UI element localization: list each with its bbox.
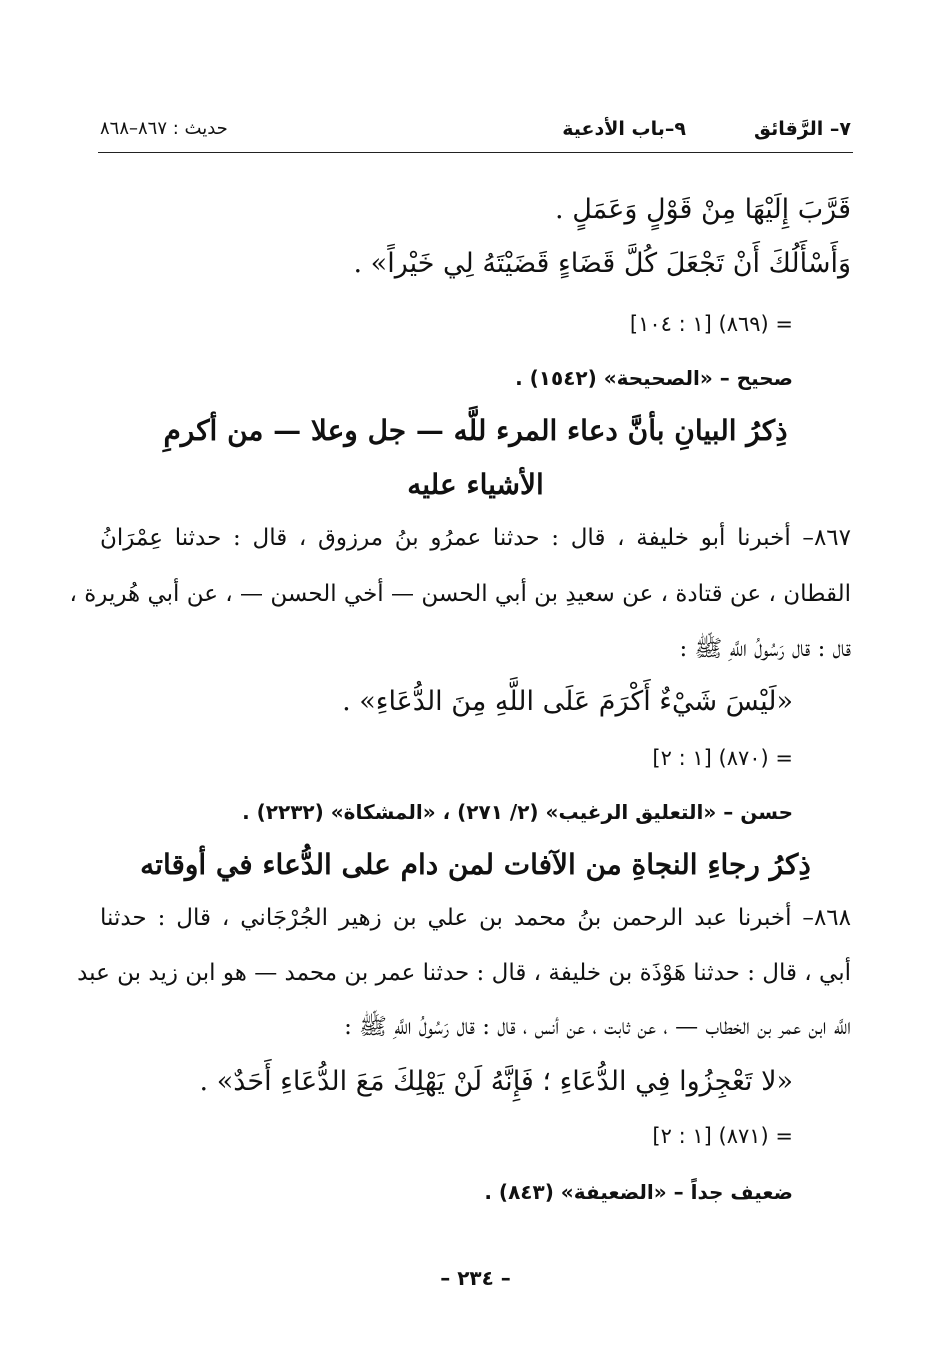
section-heading: ذِكرُ رجاءِ النجاةِ من الآفات لمن دام على الدُّعاء في أوقاته	[140, 848, 811, 881]
grading-line: صحيح – «الصحيحة» (١٥٤٢) .	[515, 366, 793, 390]
isnad-line: القطان ، عن قتادة ، عن سعيدِ بن أبي الحسن — أخي الحسن — ، عن أبي هُريرة ،	[69, 581, 851, 607]
isnad-line: أبي ، قال : حدثنا هَوْذَة بن خليفة ، قال : حدثنا عمر بن محمد — هو ابن زيد بن عبد	[77, 960, 851, 986]
grading-line: ضعيف جداً – «الضعيفة» (٨٤٣) .	[484, 1180, 793, 1204]
reference-line: = (٨٧٠) [١ : ٢]	[652, 746, 793, 770]
isnad-line: ٨٦٨– أخبرنا عبد الرحمن بنُ محمد بن علي بن زهير الجُرْجَاني ، قال : حدثنا	[100, 905, 851, 931]
header-book-section: ٧– الرَّقائق	[753, 118, 851, 140]
grading-line: حسن – «التعليق الرغيب» (٢/ ٢٧١) ، «المشكاة» (٢٢٣٢) .	[242, 800, 793, 824]
isnad-line: اللَّه ابن عمر بن الخطاب — ، عن ثابت ، عن أنس ، قال : قال رَسُولُ اللَّهِ ﷺ :	[344, 1014, 851, 1040]
matn-line: وَأَسْأَلُكَ أَنْ تَجْعَلَ كُلَّ قَضَاءٍ قَضَيْتَهُ لِي خَيْراً» .	[353, 248, 851, 279]
header-chapter: ٩–باب الأدعية	[562, 118, 686, 140]
section-heading: ذِكرُ البيانِ بأنَّ دعاء المرء للَّه — جل وعلا — من أكرمِ	[163, 414, 788, 447]
page-number: – ٢٣٤ –	[440, 1266, 511, 1290]
header-rule	[98, 152, 853, 153]
matn-line: قَرَّبَ إِلَيْهَا مِنْ قَوْلٍ وَعَمَلٍ .	[555, 194, 851, 225]
reference-line: = (٨٧١) [١ : ٢]	[652, 1124, 793, 1148]
reference-line: = (٨٦٩) [١ : ١٠٤]	[629, 312, 793, 336]
isnad-line: ٨٦٧– أخبرنا أبو خليفة ، قال : حدثنا عمرُو بنُ مرزوق ، قال : حدثنا عِمْرَانُ	[100, 525, 851, 551]
section-heading: الأشياء عليه	[407, 468, 544, 501]
isnad-line: قال : قال رَسُولُ اللَّهِ ﷺ :	[679, 636, 851, 662]
matn-line: «لَيْسَ شَيْءٌ أَكْرَمَ عَلَى اللَّهِ مِنَ الدُّعَاءِ» .	[342, 686, 793, 717]
header-hadith-range: حديث : ٨٦٧–٨٦٨	[100, 118, 228, 139]
matn-line: «لا تَعْجِزُوا فِي الدُّعَاءِ ؛ فَإِنَّهُ لَنْ يَهْلِكَ مَعَ الدُّعَاءِ أَحَدٌ» .	[199, 1066, 793, 1097]
